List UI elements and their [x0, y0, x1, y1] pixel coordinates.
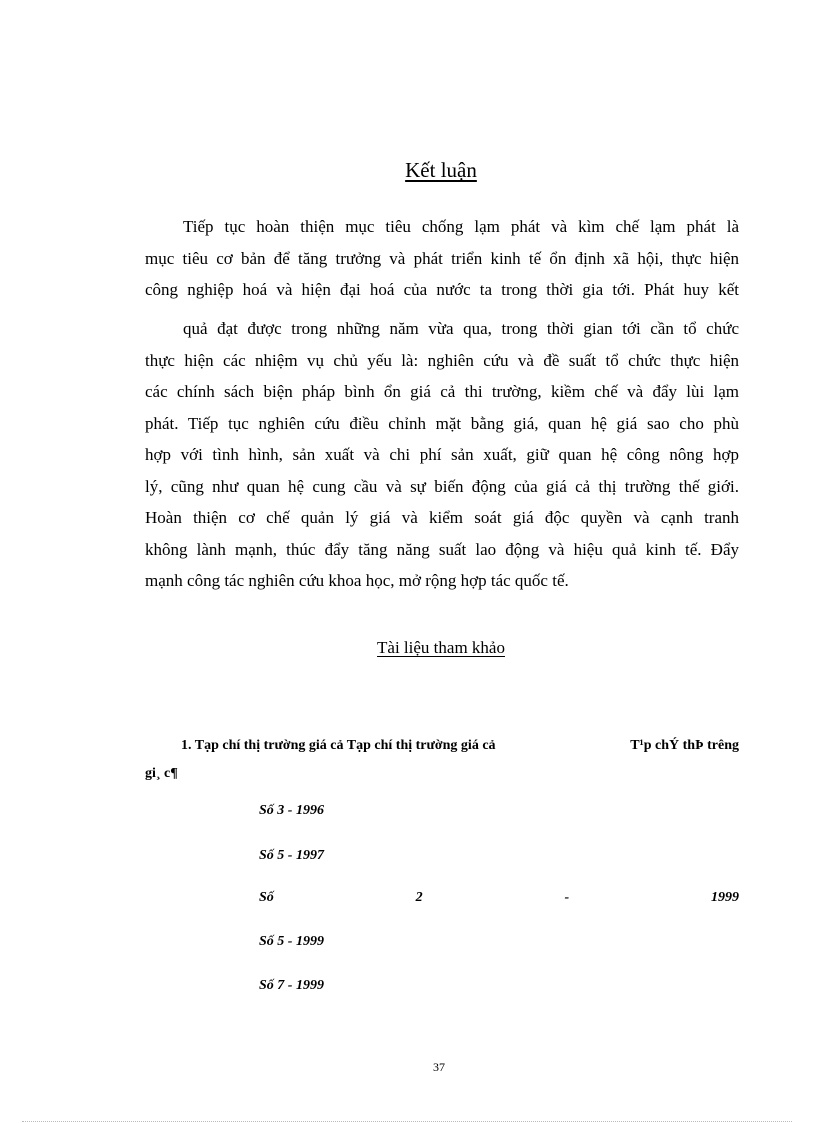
paragraph-line: mạnh công tác nghiên cứu khoa học, mở rộng hợp tác quốc tế. [145, 571, 569, 590]
issue-label: Số [259, 890, 274, 905]
page-bottom-divider [22, 1121, 792, 1122]
paragraph-line: thực hiện các nhiệm vụ chủ yếu là: nghiên cứu và đề suất tổ chức thực hiện [145, 350, 739, 370]
issue-number: 2 [415, 890, 423, 905]
issue-entry: Số 5 - 1997 [259, 848, 324, 863]
issue-year: 1999 [711, 890, 739, 905]
paragraph-line: quả đạt được trong những năm vừa qua, trong thời gian tới cần tổ chức [183, 319, 739, 338]
paragraph-line: Tiếp tục hoàn thiện mục tiêu chống lạm phát và kìm chế lạm phát là [183, 217, 739, 236]
paragraph-line: mục tiêu cơ bản để tăng trưởng và phát triển kinh tế ổn định xã hội, thực hiện [145, 248, 739, 268]
reference-item [145, 732, 739, 788]
paragraph-line: Hoàn thiện cơ chế quản lý giá và kiểm soát giá độc quyền và cạnh tranh [145, 508, 739, 527]
paragraph-line: không lành mạnh, thúc đẩy tăng năng suất lao động và hiệu quả kinh tế. Đẩy [145, 539, 739, 559]
paragraph-line: lý, cũng như quan hệ cung cầu và sự biến động của giá cả thị trường thế giới. [145, 476, 739, 496]
paragraph-line: hợp với tình hình, sản xuất và chi phí sản xuất, giữ quan hệ công nông hợp [145, 445, 739, 464]
paragraph-line: các chính sách biện pháp bình ổn giá cả thi trường, kiềm chế và đẩy lùi lạm [145, 382, 739, 401]
reference-text: 1. Tạp chí thị trường giá cả Tạp chí thị trường giá cả [181, 738, 496, 753]
page-number: 37 [433, 1060, 445, 1074]
conclusion-paragraph-2 [145, 313, 739, 597]
issue-entry: Số 7 - 1999 [259, 978, 324, 993]
reference-garbled-text: T¹p chÝ thÞ trêng [630, 738, 739, 753]
page-title: Kết luận [405, 158, 477, 182]
issue-dash: - [564, 890, 570, 905]
issue-entry [259, 890, 739, 906]
issue-entry: Số 5 - 1999 [259, 934, 324, 949]
conclusion-paragraph-1 [145, 211, 739, 306]
issue-entry: Số 3 - 1996 [259, 803, 324, 818]
paragraph-line: phát. Tiếp tục nghiên cứu điều chỉnh mặt bằng giá, quan hệ giá sao cho phù [145, 413, 739, 433]
references-title: Tài liệu tham khảo [377, 638, 505, 657]
reference-continuation: gi¸ c¶ [145, 766, 178, 781]
paragraph-line: công nghiệp hoá và hiện đại hoá của nước ta trong thời gia tới. Phát huy kết [145, 280, 739, 299]
